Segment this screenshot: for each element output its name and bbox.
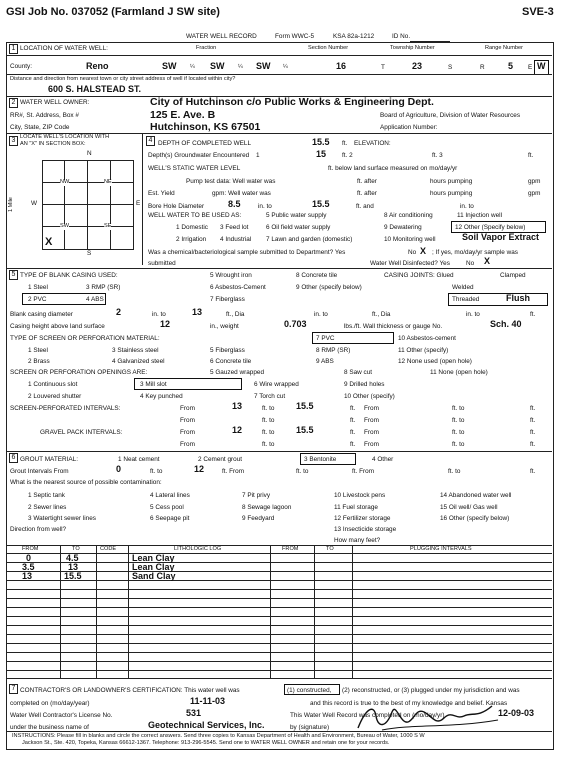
true-label: and this record is true to the best of my knowledge and belief. Kansas [310, 700, 508, 707]
log-header-plugging: PLUGGING INTERVALS [410, 546, 472, 552]
screen-8: 8 RMP (SR) [316, 347, 351, 354]
yield-hours: hours pumping [430, 190, 473, 197]
section-number: 16 [336, 61, 347, 71]
fraction-label: Fraction [196, 45, 217, 51]
s-label: S [448, 64, 453, 71]
address: 600 S. HALSTEAD ST. [48, 84, 142, 94]
grout-from: 0 [116, 464, 122, 474]
gw-ft-end: ft. [528, 152, 534, 159]
gpi-from: 12 [232, 425, 243, 435]
s1-title: LOCATION OF WATER WELL: [20, 45, 108, 52]
grout-ft-to-3: ft. to [448, 468, 461, 475]
screen-3: 3 Stainless steel [112, 347, 159, 354]
grout-ft-from-2: ft. From [352, 468, 375, 475]
gpi-from-label-b: From [180, 441, 195, 448]
screen-1: 1 Steel [28, 347, 48, 354]
job-number: GSI Job No. 037052 (Farmland J SW site) [6, 6, 220, 18]
use-other: Soil Vapor Extract [462, 232, 540, 242]
use-1: 1 Domestic [176, 224, 208, 231]
gpi-ft-2: ft. [530, 429, 536, 436]
gpi-ft-to: ft. to [262, 429, 275, 436]
casing-weight: 0.703 [284, 319, 307, 329]
depth: 15.5 [312, 137, 330, 147]
howmany-label: How many feet? [334, 537, 381, 544]
board-label: Board of Agriculture, Division of Water Resources [380, 112, 521, 119]
constructed: (1) constructed, [287, 687, 332, 694]
contam-1: 1 Septic tank [28, 492, 65, 499]
contam-15: 15 Oil well/ Gas well [440, 504, 498, 511]
compass-e: E [136, 200, 141, 207]
instructions-2: Jackson St., Ste. 420, Topeka, Kansas 66612-1367. Telephone: 913-296-5545. Send one to WATER WELL OWNER and retain one for your records. [22, 740, 390, 746]
license-number: 531 [186, 708, 202, 718]
section-7-number: 7 [9, 684, 18, 694]
yield-rest: gpm: Well water was [212, 190, 271, 197]
section-3-number: 3 [9, 136, 18, 146]
static-rest: ft. below land surface measured on mo/day/yr [328, 165, 458, 172]
compass-w: W [31, 200, 38, 207]
spi-ft-2: ft. [530, 405, 536, 412]
opening-3: 3 Mill slot [140, 381, 167, 388]
diam-in-to-c: in. to [466, 311, 480, 318]
well-id: SVE-3 [522, 6, 554, 18]
compass-n: N [87, 150, 92, 157]
screen-label: TYPE OF SCREEN OR PERFORATION MATERIAL: [10, 335, 160, 342]
log-row-2-desc: Lean Clay [132, 562, 175, 572]
opening-8: 8 Saw cut [344, 369, 373, 376]
grout-int-label: Grout Intervals From [10, 468, 69, 475]
casing-2: 2 PVC [28, 296, 47, 303]
spi-to: 15.5 [296, 401, 314, 411]
log-header-code: CODE [100, 546, 117, 552]
well-location-x: X [45, 236, 53, 248]
casing-3: 3 RMP (SR) [86, 284, 121, 291]
gpi-ft-2b: ft. [530, 441, 536, 448]
spi-label: SCREEN-PERFORATED INTERVALS: [10, 405, 121, 412]
log-header-to-2: TO [326, 546, 334, 552]
grout-3: 3 Bentonite [304, 456, 337, 463]
use-3: 3 Feed lot [220, 224, 249, 231]
compass-s: S [87, 250, 92, 257]
log-row-1-to: 4.5 [66, 553, 79, 563]
grout-4: 4 Other [372, 456, 394, 463]
contam-9: 9 Feedyard [242, 515, 275, 522]
contam-label: What is the nearest source of possible contamination: [10, 479, 162, 486]
casing-8: 8 Concrete tile [296, 272, 338, 279]
log-row-1-from: 0 [26, 553, 32, 563]
diam-in-to: in. to [152, 311, 166, 318]
casing-9: 9 Other (specify below) [296, 284, 362, 291]
direction-w: W [537, 61, 546, 71]
yield-after: ft. after [357, 190, 377, 197]
opening-4: 4 Key punched [140, 393, 183, 400]
contam-12: 12 Fertilizer storage [334, 515, 391, 522]
log-row-2-to: 13 [68, 562, 79, 572]
screen-9: 9 ABS [316, 358, 334, 365]
chem-no: X [420, 246, 427, 256]
gpi-ft-to-2b: ft. to [452, 441, 465, 448]
section-2-number: 2 [9, 98, 18, 108]
elevation-label: ELEVATION: [354, 140, 391, 147]
bore-diameter: 8.5 [228, 199, 241, 209]
use-8: 8 Air conditioning [384, 212, 433, 219]
contam-5: 5 Cess pool [150, 504, 184, 511]
gpi-ft-to-2: ft. to [452, 429, 465, 436]
screen-11: 11 Other (specify) [398, 347, 449, 354]
clamped: Clamped [500, 272, 526, 279]
quarter-1: SW [162, 61, 177, 71]
spi-from-2b: From [364, 417, 379, 424]
contam-16: 16 Other (specify below) [440, 515, 510, 522]
casing-1: 1 Steel [28, 284, 48, 291]
bore-to: 15.5 [312, 199, 330, 209]
openings-label: SCREEN OR PERFORATION OPENINGS ARE: [10, 369, 148, 376]
township: 23 [412, 61, 423, 71]
pump-hours: hours pumping [430, 178, 473, 185]
welded: Welded [452, 284, 474, 291]
grout-label: GROUT MATERIAL: [20, 456, 78, 463]
screen-7: 7 PVC [316, 335, 335, 342]
diam-ft-end: ft. [530, 311, 536, 318]
owner-address: 125 E. Ave. B [150, 109, 216, 121]
cert-label: CONTRACTOR'S OR LANDOWNER'S CERTIFICATION: This water well was [20, 687, 240, 694]
quadrant-sw: SW [60, 223, 70, 229]
bore-in-to: in. to [258, 203, 272, 210]
r-label: R [480, 64, 485, 71]
log-row-3-to: 15.5 [64, 571, 82, 581]
section-6-number: 6 [9, 453, 18, 463]
contam-8: 8 Sewage lagoon [242, 504, 292, 511]
section-number-label: Section Number [308, 45, 349, 51]
contam-2: 2 Sewer lines [28, 504, 67, 511]
section-5-number: 5 [9, 270, 18, 280]
chem-no-label: No [408, 249, 417, 256]
gpi-from-2b: From [364, 441, 379, 448]
disinfected-no: X [484, 256, 491, 266]
bore-label: Bore Hole Diameter [148, 203, 205, 210]
spi-ft-to-2: ft. to [452, 405, 465, 412]
contam-3: 3 Watertight sewer lines [28, 515, 96, 522]
e-label: E [528, 64, 533, 71]
use-11: 11 Injection well [457, 212, 502, 219]
use-12: 12 Other (Specify below) [455, 224, 526, 231]
pump-gpm: gpm [528, 178, 541, 185]
county-label: County: [10, 63, 33, 70]
log-header-lithologic: LITHOLOGIC LOG [174, 546, 222, 552]
ksa: KSA 82a-1212 [333, 33, 375, 40]
log-row-3-from: 13 [22, 571, 33, 581]
screen-10: 10 Asbestos-cement [398, 335, 456, 342]
record-date: 12-09-03 [498, 708, 535, 718]
groundwater-label: Depth(s) Groundwater Encountered [148, 152, 250, 159]
distance-label: Distance and direction from nearest town or city street address of well if located within city? [10, 76, 236, 82]
height-label: Casing height above land surface [10, 323, 105, 330]
spi-from: 13 [232, 401, 243, 411]
contam-11: 11 Fuel storage [334, 504, 378, 511]
grout-2: 2 Cement grout [198, 456, 243, 463]
quadrant-se: SE [104, 223, 112, 229]
static-label: WELL'S STATIC WATER LEVEL [148, 165, 241, 172]
depth-ft: ft. [342, 140, 348, 147]
spi-ft-to-2b: ft. to [452, 417, 465, 424]
grout-ft: ft. [530, 468, 536, 475]
spi-from-label-b: From [180, 417, 195, 424]
bore-in-to-2: in. to [460, 203, 474, 210]
use-6: 6 Oil field water supply [266, 224, 331, 231]
contam-14: 14 Abandoned water well [440, 492, 512, 499]
owner-label: WATER WELL OWNER: [20, 99, 90, 106]
casing-joints: CASING JOINTS: Glued [384, 272, 454, 279]
diam-ft-dia: ft., Dia [226, 311, 245, 318]
address-label: RR#, St. Address, Box # [10, 112, 79, 119]
quarter-sym-3: ¼ [283, 64, 288, 70]
opening-2: 2 Louvered shutter [28, 393, 82, 400]
contam-13: 13 Insecticide storage [334, 526, 397, 533]
opening-6: 6 Wire wrapped [254, 381, 299, 388]
gpi-from-2: From [364, 429, 379, 436]
depth-label: DEPTH OF COMPLETED WELL [158, 140, 252, 147]
gpi-label: GRAVEL PACK INTERVALS: [40, 429, 123, 436]
opening-11: 11 None (open hole) [430, 369, 488, 376]
spi-ft-to: ft. to [262, 405, 275, 412]
grout-1: 1 Neat cement [118, 456, 160, 463]
range-label: Range Number [485, 45, 523, 51]
log-header-to: TO [72, 546, 80, 552]
screen-12: 12 None used (open hole) [398, 358, 472, 365]
log-row-2-from: 3.5 [22, 562, 35, 572]
quadrant-nw: NW [60, 179, 70, 185]
chem-rest: ; If yes, mo/day/yr sample was [432, 249, 518, 256]
use-4: 4 Industrial [220, 236, 252, 243]
pump-after: ft. after [357, 178, 377, 185]
quadrant-ne: NE [104, 179, 112, 185]
s3-title-1: LOCATE WELL'S LOCATION WITH [20, 134, 110, 140]
spi-ft-b: ft. [350, 417, 356, 424]
range: 5 [508, 61, 514, 71]
section-box [42, 160, 134, 250]
contam-6: 6 Seepage pit [150, 515, 190, 522]
spi-from-label: From [180, 405, 195, 412]
spi-ft: ft. [350, 405, 356, 412]
casing-height: 12 [160, 319, 171, 329]
gpi-from-label: From [180, 429, 195, 436]
quarter-3: SW [256, 61, 271, 71]
opening-9: 9 Drilled holes [344, 381, 385, 388]
license-label: Water Well Contractor's License No. [10, 712, 113, 719]
cert-rest: (2) reconstructed, or (3) plugged under my jurisdiction and was [342, 687, 520, 694]
signature [352, 698, 502, 734]
groundwater-depth: 15 [316, 149, 327, 159]
casing-7: 7 Fiberglass [210, 296, 245, 303]
business-name: Geotechnical Services, Inc. [148, 720, 265, 730]
quarter-sym-1: ¼ [190, 64, 195, 70]
t-label: T [381, 64, 385, 71]
pump-label: Pump test data: Well water was [186, 178, 276, 185]
completed-date: 11-11-03 [190, 696, 226, 706]
application-label: Application Number: [380, 124, 438, 131]
casing-to: 13 [192, 307, 203, 317]
spi-from-2: From [364, 405, 379, 412]
gpi-ft: ft. [350, 429, 356, 436]
screen-6: 6 Concrete tile [210, 358, 252, 365]
city-label: City, State, ZIP Code [10, 124, 70, 131]
form-number: Form WWC-5 [275, 33, 315, 40]
in-weight: in., weight [210, 323, 239, 330]
owner-city: Hutchinson, KS 67501 [150, 121, 261, 133]
screen-4: 4 Galvanized steel [112, 358, 165, 365]
screen-2: 2 Brass [28, 358, 50, 365]
use-2: 2 Irrigation [176, 236, 207, 243]
threaded: Threaded [452, 296, 480, 303]
screen-5: 5 Fiberglass [210, 347, 245, 354]
casing-diameter-label: Blank casing diameter [10, 311, 73, 318]
disinfected-no-label: No [466, 260, 475, 267]
section-1-number: 1 [9, 44, 18, 54]
contam-4: 4 Lateral lines [150, 492, 190, 499]
use-9: 9 Dewatering [384, 224, 422, 231]
diam-ft-dia-2: ft., Dia [372, 311, 391, 318]
quarter-2: SW [210, 61, 225, 71]
gw-ft3: ft. 3 [432, 152, 443, 159]
quarter-sym-2: ¼ [238, 64, 243, 70]
grout-to: 12 [194, 464, 205, 474]
casing-5: 5 Wrought iron [210, 272, 252, 279]
use-10: 10 Monitoring well [384, 236, 436, 243]
casing-label: TYPE OF BLANK CASING USED: [20, 272, 118, 279]
instructions-1: INSTRUCTIONS: Please fill in blanks and circle the correct answers. Send three copies to Kansas Department of Health and Environment, Bureau of Water, 1000 S W [12, 733, 425, 739]
use-5: 5 Public water supply [266, 212, 327, 219]
completed-label: completed on (mo/day/year) [10, 700, 90, 707]
yield-label: Est. Yield [148, 190, 175, 197]
opening-5: 5 Gauzed wrapped [210, 369, 265, 376]
flush: Flush [506, 293, 530, 303]
casing-4: 4 ABS [86, 296, 104, 303]
contam-7: 7 Pit privy [242, 492, 271, 499]
log-header-from-2: FROM [282, 546, 299, 552]
grout-ft-from: ft. From [222, 468, 245, 475]
chem-label: Was a chemical/bacteriological sample submitted to Department? Yes [148, 249, 346, 256]
s3-title-2: AN "X" IN SECTION BOX: [20, 141, 86, 147]
casing-6: 6 Asbestos-Cement [210, 284, 266, 291]
gpi-ft-to-b: ft. to [262, 441, 275, 448]
contam-10: 10 Livestock pens [334, 492, 386, 499]
bore-ft-and: ft. and [356, 203, 374, 210]
yield-gpm: gpm [528, 190, 541, 197]
grout-ft-to-2: ft. to [296, 468, 309, 475]
wall-thickness: Sch. 40 [490, 319, 522, 329]
record-label: This Water Well Record was completed on (mo/day/yr) [290, 712, 445, 719]
wall-label: lbs./ft. Wall thickness or gauge No. [344, 323, 443, 330]
direction-label: Direction from well? [10, 526, 67, 533]
opening-10: 10 Other (specify) [344, 393, 395, 400]
diam-in-to-b: in. to [314, 311, 328, 318]
business-label: under the business name of [10, 724, 89, 731]
by-label: by (signature) [290, 724, 330, 731]
log-row-3-desc: Sand Clay [132, 571, 176, 581]
submitted: submitted [148, 260, 176, 267]
grout-ft-to: ft. to [150, 468, 163, 475]
use-label: WELL WATER TO BE USED AS: [148, 212, 242, 219]
spi-ft-to-b: ft. to [262, 417, 275, 424]
gw-ft2: ft. 2 [342, 152, 353, 159]
casing-diameter: 2 [116, 307, 122, 317]
opening-7: 7 Torch cut [254, 393, 286, 400]
mile-label: 1 Mile [8, 197, 14, 212]
id-label: ID No. [392, 33, 411, 40]
log-row-1-desc: Lean Clay [132, 553, 175, 563]
section-4-number: 4 [146, 136, 155, 146]
owner: City of Hutchinson c/o Public Works & Engineering Dept. [150, 96, 434, 108]
disinfected-label: Water Well Disinfected? Yes [370, 260, 450, 267]
county: Reno [86, 61, 109, 71]
opening-1: 1 Continuous slot [28, 381, 78, 388]
use-7: 7 Lawn and garden (domestic) [266, 236, 353, 243]
gpi-to: 15.5 [296, 425, 314, 435]
form-title: WATER WELL RECORD [186, 33, 257, 40]
gw-1: 1 [256, 152, 260, 159]
township-label: Township Number [390, 45, 435, 51]
spi-ft-2b: ft. [530, 417, 536, 424]
log-header-from: FROM [22, 546, 39, 552]
gpi-ft-b: ft. [350, 441, 356, 448]
